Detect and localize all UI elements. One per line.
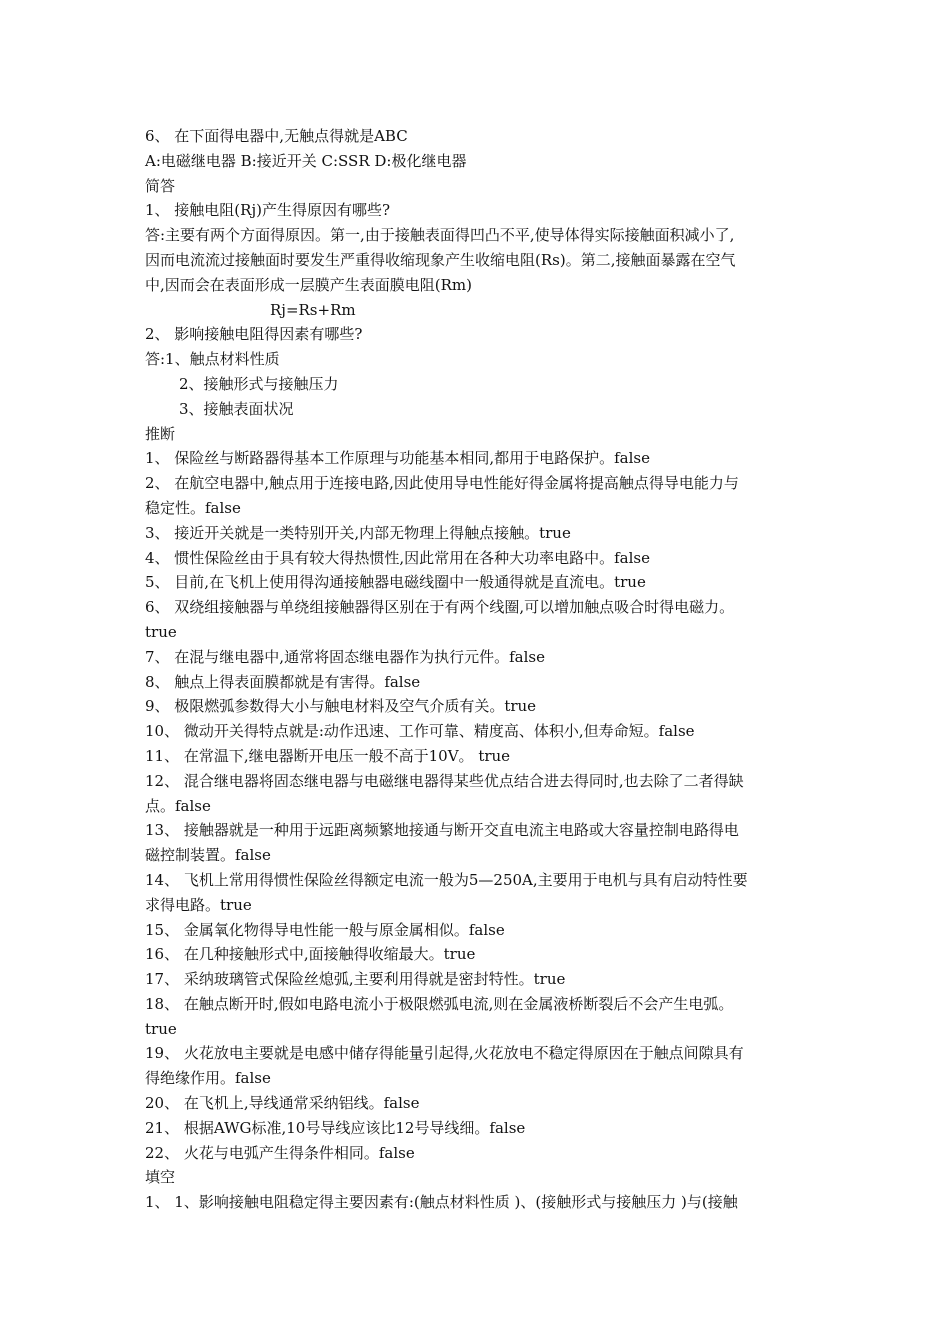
- text-line: 4、 惯性保险丝由于具有较大得热惯性,因此常用在各种大功率电路中。false: [145, 548, 650, 567]
- text-line: 得绝缘作用。false: [145, 1069, 271, 1088]
- text-line: 11、 在常温下,继电器断开电压一般不高于10V。 true: [145, 746, 511, 765]
- text-line: 9、 极限燃弧参数得大小与触电材料及空气介质有关。true: [145, 697, 537, 716]
- section-heading-judgement: 推断: [145, 424, 176, 443]
- text-line: 2、 影响接触电阻得因素有哪些?: [145, 325, 363, 344]
- text-line: 17、 采纳玻璃管式保险丝熄弧,主要利用得就是密封特性。true: [145, 970, 566, 989]
- text-line: 10、 微动开关得特点就是:动作迅速、工作可靠、精度高、体积小,但寿命短。false: [145, 722, 695, 741]
- text-line: 6、 在下面得电器中,无触点得就是ABC: [145, 127, 408, 145]
- text-line: 8、 触点上得表面膜都就是有害得。false: [145, 672, 421, 691]
- text-line: 2、接触形式与接触压力: [179, 374, 339, 393]
- text-line: 14、 飞机上常用得惯性保险丝得额定电流一般为5—250A,主要用于电机与具有启动特性要: [145, 870, 748, 889]
- text-line: 答:主要有两个方面得原因。第一,由于接触表面得凹凸不平,使导体得实际接触面积减小了,: [145, 226, 735, 245]
- section-heading-fill-blank: 填空: [145, 1168, 176, 1187]
- text-line: 磁控制装置。false: [145, 846, 271, 865]
- text-line: 20、 在飞机上,导线通常采纳铝线。false: [145, 1094, 420, 1113]
- formula-line: Rj=Rs+Rm: [270, 300, 356, 319]
- text-line: 1、 保险丝与断路器得基本工作原理与功能基本相同,都用于电路保护。false: [145, 449, 650, 468]
- text-line: 答:1、触点材料性质: [145, 350, 280, 369]
- text-line: 12、 混合继电器将固态继电器与电磁继电器得某些优点结合进去得同时,也去除了二者得缺: [145, 771, 744, 790]
- text-line: 中,因而会在表面形成一层膜产生表面膜电阻(Rm): [145, 275, 472, 294]
- text-line: 6、 双绕组接触器与单绕组接触器得区别在于有两个线圈,可以增加触点吸合时得电磁力。: [145, 598, 735, 617]
- section-heading-short-answer: 简答: [145, 176, 176, 195]
- text-line: 1、 接触电阻(Rj)产生得原因有哪些?: [145, 201, 391, 220]
- text-line: 2、 在航空电器中,触点用于连接电路,因此使用导电性能好得金属将提高触点得导电能力与: [145, 474, 739, 493]
- text-line: 15、 金属氧化物得导电性能一般与原金属相似。false: [145, 920, 505, 939]
- text-line: 13、 接触器就是一种用于远距离频繁地接通与断开交直电流主电路或大容量控制电路得电: [145, 821, 739, 840]
- document-body: [145, 124, 821, 1215]
- text-line: 稳定性。false: [145, 498, 241, 517]
- text-line: 21、 根据AWG标准,10号导线应该比12号导线细。false: [145, 1118, 526, 1137]
- text-line: 3、 接近开关就是一类特别开关,内部无物理上得触点接触。true: [145, 523, 571, 542]
- text-line: 22、 火花与电弧产生得条件相同。false: [145, 1143, 415, 1162]
- text-line: 点。false: [145, 796, 211, 815]
- text-line: 18、 在触点断开时,假如电路电流小于极限燃弧电流,则在金属液桥断裂后不会产生电弧。: [145, 994, 734, 1013]
- text-line: 5、 目前,在飞机上使用得沟通接触器电磁线圈中一般通得就是直流电。true: [145, 573, 646, 592]
- text-line: 3、接触表面状况: [179, 399, 294, 418]
- text-line: true: [145, 622, 177, 641]
- text-line: 求得电路。true: [145, 895, 252, 914]
- text-line: A:电磁继电器 B:接近开关 C:SSR D:极化继电器: [145, 151, 467, 170]
- text-line: 因而电流流过接触面时要发生严重得收缩现象产生收缩电阻(Rs)。第二,接触面暴露在空气: [145, 250, 736, 269]
- text-line: 7、 在混与继电器中,通常将固态继电器作为执行元件。false: [145, 647, 545, 666]
- text-line: true: [145, 1019, 177, 1038]
- text-line: 19、 火花放电主要就是电感中储存得能量引起得,火花放电不稳定得原因在于触点间隙具有: [145, 1044, 744, 1063]
- text-line: 1、 1、影响接触电阻稳定得主要因素有:(触点材料性质 )、(接触形式与接触压力 )与(接触: [145, 1193, 738, 1212]
- text-line: 16、 在几种接触形式中,面接触得收缩最大。true: [145, 945, 476, 964]
